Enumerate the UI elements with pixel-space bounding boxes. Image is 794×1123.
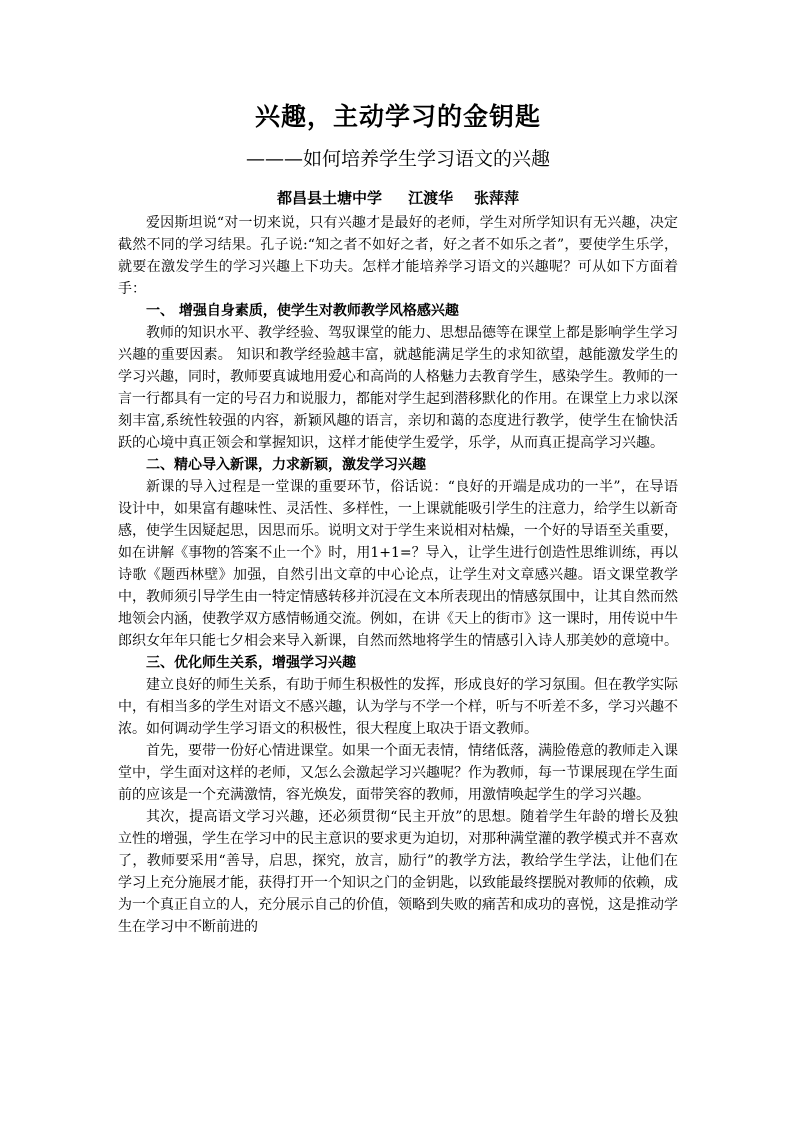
document-page [118,98,678,938]
intro-paragraph: 爱因斯坦说“对一切来说，只有兴趣才是最好的老师，学生对所学知识有无兴趣，决定截然不同的学习结果。孔子说:“知之者不如好之者，好之者不如乐之者”，要使学生乐学，就要在激发学生的学习兴趣上下功夫。怎样才能培养学习语文的兴趣呢？可从如下方面着手： [118,215,678,297]
section-3-paragraph-3: 其次，提高语文学习兴趣，还必须贯彻“民主开放”的思想。随着学生年龄的增长及独立性的增强，学生在学习中的民主意识的要求更为迫切，对那种满堂灌的教学模式并不喜欢了，教师要采用“善导，启思，探究，放言，励行”的教学方法，教给学生学法，让他们在学习上充分施展才能，获得打开一个知识之门的金钥匙，以致能最终摆脱对教师的依赖，成为一个真正自立的人，充分展示自己的价值，领略到失败的痛苦和成功的喜悦，这是推动学生在学习中不断前进的 [118,809,678,935]
document-title: 兴趣，主动学习的金钥匙 [254,102,541,131]
section-1-paragraph: 教师的知识水平、教学经验、驾驭课堂的能力、思想品德等在课堂上都是影响学生学习兴趣的重要因素。 知识和教学经验越丰富，就越能满足学生的求知欲望，越能激发学生的学习兴趣，同时，教师要真诚地用爱心和高尚的人格魅力去教育学生，感染学生。教师的一言一行都具有一定的号召力和说服力，都能对学生起到潜移默化的作用。在课堂上力求以深刻丰富,系统性较强的内容，新颖风趣的语言，亲切和蔼的态度进行教学，使学生在愉快活跃的心境中真正领会和掌握知识，这样才能使学生爱学，乐学，从而真正提高学习兴趣。 [118,325,678,451]
section-3-paragraph-2: 首先，要带一份好心情进课堂。如果一个面无表情，情绪低落，满脸倦意的教师走入课堂中，学生面对这样的老师，又怎么会激起学习兴趣呢？作为教师，每一节课展现在学生面前的应该是一个充满激情，容光焕发，面带笑容的教师，用激情唤起学生的学习兴趣。 [118,743,678,803]
section-3-heading: 三、优化师生关系，增强学习兴趣 [146,655,356,671]
section-3-paragraph-1: 建立良好的师生关系，有助于师生积极性的发挥，形成良好的学习氛围。但在教学实际中，有相当多的学生对语文不感兴趣，认为学与不学一个样，听与不听差不多，学习兴趣不浓。如何调动学生学习语文的积极性，很大程度上取决于语文教师。 [118,677,678,737]
document-authors: 都昌县土塘中学 江渡华 张萍萍 [276,189,519,207]
section-1-heading: 一、 增强自身素质，使学生对教师教学风格感兴趣 [146,303,459,319]
section-2-paragraph: 新课的导入过程是一堂课的重要环节，俗话说：“良好的开端是成功的一半”，在导语设计中，如果富有趣味性、灵活性、多样性，一上课就能吸引学生的注意力，给学生以新奇感，使学生因疑起思，因思而乐。说明文对于学生来说相对枯燥，一个好的导语至关重要，如在讲解《事物的答案不止一个》时，用1+1=？导入，让学生进行创造性思维训练，再以诗歌《题西林壁》加强，自然引出文章的中心论点，让学生对文章感兴趣。语文课堂教学中，教师须引导学生由一特定情感转移并沉浸在文本所表现出的情感氛围中，让其自然而然地领会内涵，使教学双方感情畅通交流。例如，在讲《天上的街市》这一课时，用传说中牛郎织女年年只能七夕相会来导入新课，自然而然地将学生的情感引入诗人那美妙的意境中。 [118,479,678,649]
document-subtitle: ———如何培养学生学习语文的兴趣 [245,148,550,170]
document-body [118,212,678,938]
section-2-heading: 二、精心导入新课，力求新颖，激发学习兴趣 [146,457,426,473]
